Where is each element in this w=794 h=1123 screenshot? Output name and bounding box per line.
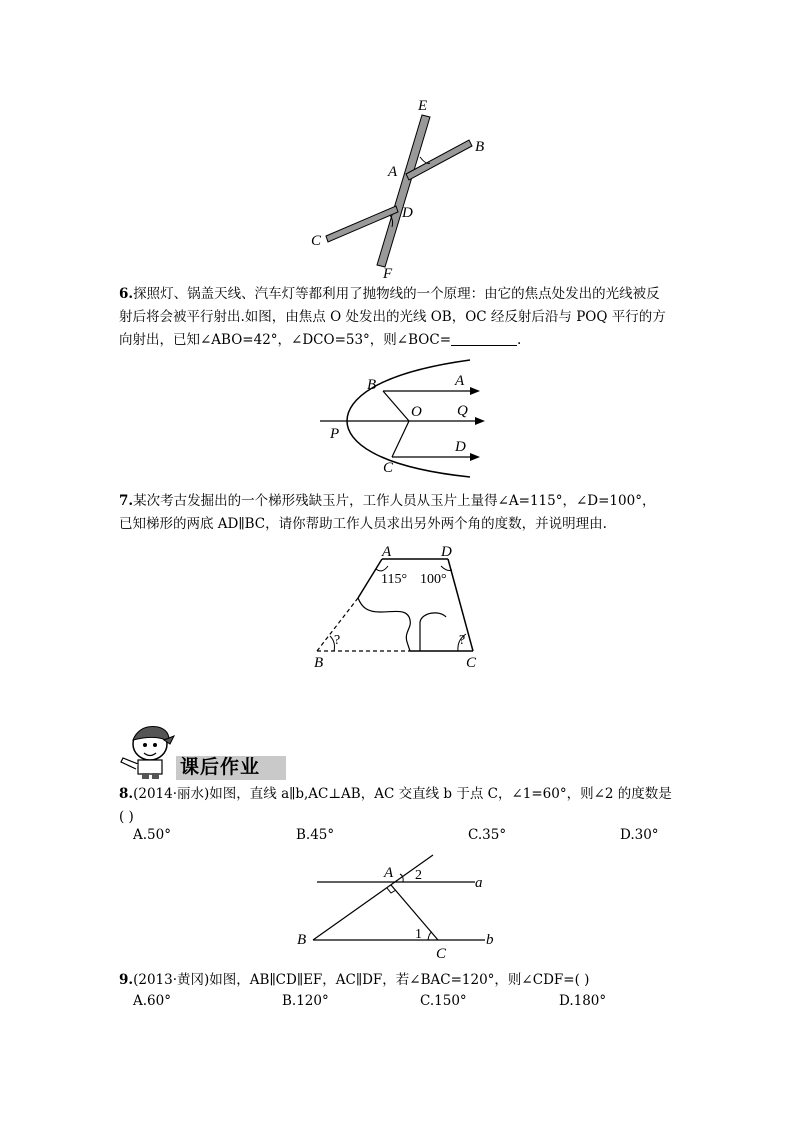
label-e: E (418, 98, 428, 114)
banner-title: 课后作业 (180, 756, 261, 778)
q9-option-a[interactable]: A.60° (133, 993, 171, 1009)
q7-line1: 某次考古发掘出的一个梯形残缺玉片，工作人员从玉片上量得∠A=115°，∠D=100°， (133, 493, 656, 509)
question-8 (119, 783, 672, 829)
angle-d-value: 100° (420, 572, 447, 587)
q9-line1: (2013·黄冈)如图，AB∥CD∥EF，AC∥DF，若∠BAC=120°，则∠CDF=( ) (133, 972, 590, 988)
q8-option-d[interactable]: D.30° (620, 827, 659, 843)
q8-paren: ( ) (119, 809, 134, 825)
parabola-curve (347, 360, 470, 477)
q9-option-c[interactable]: C.150° (420, 993, 467, 1009)
label-a: A (455, 373, 465, 389)
label-q: Q (457, 403, 468, 419)
q6-line3-end: . (517, 332, 522, 348)
angle-1: 1 (415, 927, 422, 942)
homework-banner (118, 722, 288, 782)
q6-number: 6. (119, 286, 134, 302)
q7-number: 7. (119, 493, 134, 509)
label-b: B (367, 377, 377, 393)
q8-option-a[interactable]: A.50° (133, 827, 171, 843)
q9-option-b[interactable]: B.120° (282, 993, 329, 1009)
label-a: A (388, 164, 398, 180)
q8-option-b[interactable]: B.45° (296, 827, 335, 843)
label-a-point: A (384, 865, 394, 881)
q8-option-c[interactable]: C.35° (468, 827, 507, 843)
figure-crossing-bars (310, 95, 500, 280)
label-b-point: B (297, 932, 307, 948)
label-b: B (314, 655, 324, 671)
angle-b-unknown: ? (334, 633, 341, 648)
figure-parabola (315, 355, 495, 480)
label-line-b: b (486, 932, 494, 948)
label-c: C (311, 233, 322, 249)
angle-c-unknown: ? (459, 633, 466, 648)
label-line-a: a (475, 875, 483, 891)
q8-number: 8. (119, 786, 134, 802)
q7-line2: 已知梯形的两底 AD∥BC，请你帮助工作人员求出另外两个角的度数，并说明理由. (119, 516, 607, 532)
cartoon-mascot-icon (118, 722, 180, 780)
figure-trapezoid (310, 542, 490, 672)
question-6 (119, 283, 666, 352)
q9-number: 9. (119, 972, 134, 988)
q6-line1: 探照灯、锅盖天线、汽车灯等都利用了抛物线的一个原理：由它的焦点处发出的光线被反 (133, 286, 660, 302)
q9-option-d[interactable]: D.180° (559, 993, 607, 1009)
label-f: F (383, 266, 393, 280)
q6-answer-blank[interactable] (451, 331, 517, 346)
q6-line3: 向射出，已知∠ABO=42°，∠DCO=53°，则∠BOC= (119, 332, 452, 348)
angle-a-value: 115° (381, 572, 408, 587)
broken-edge (358, 598, 410, 651)
segment-oc (392, 421, 409, 457)
q8-line1: (2014·丽水)如图，直线 a∥b,AC⊥AB，AC 交直线 b 于点 C，∠1=60°，则∠2 的度数是 (133, 786, 672, 802)
question-7 (119, 490, 655, 536)
angle-2: 2 (415, 868, 422, 883)
label-o: O (411, 404, 422, 420)
segment-ob (383, 391, 409, 421)
label-p: P (330, 426, 340, 442)
label-c: C (466, 655, 477, 671)
q6-line2: 射后将会被平行射出.如图，由焦点 O 处发出的光线 OB，OC 经反射后沿与 POQ 平行的方 (119, 309, 666, 325)
label-d: D (402, 205, 413, 221)
label-c: C (383, 460, 394, 476)
label-d: D (455, 439, 466, 455)
question-9 (119, 969, 589, 992)
label-d: D (441, 544, 452, 560)
label-a: A (382, 544, 392, 560)
figure-parallel-lines (295, 850, 505, 960)
label-c-point: C (436, 946, 447, 960)
label-b: B (475, 139, 485, 155)
